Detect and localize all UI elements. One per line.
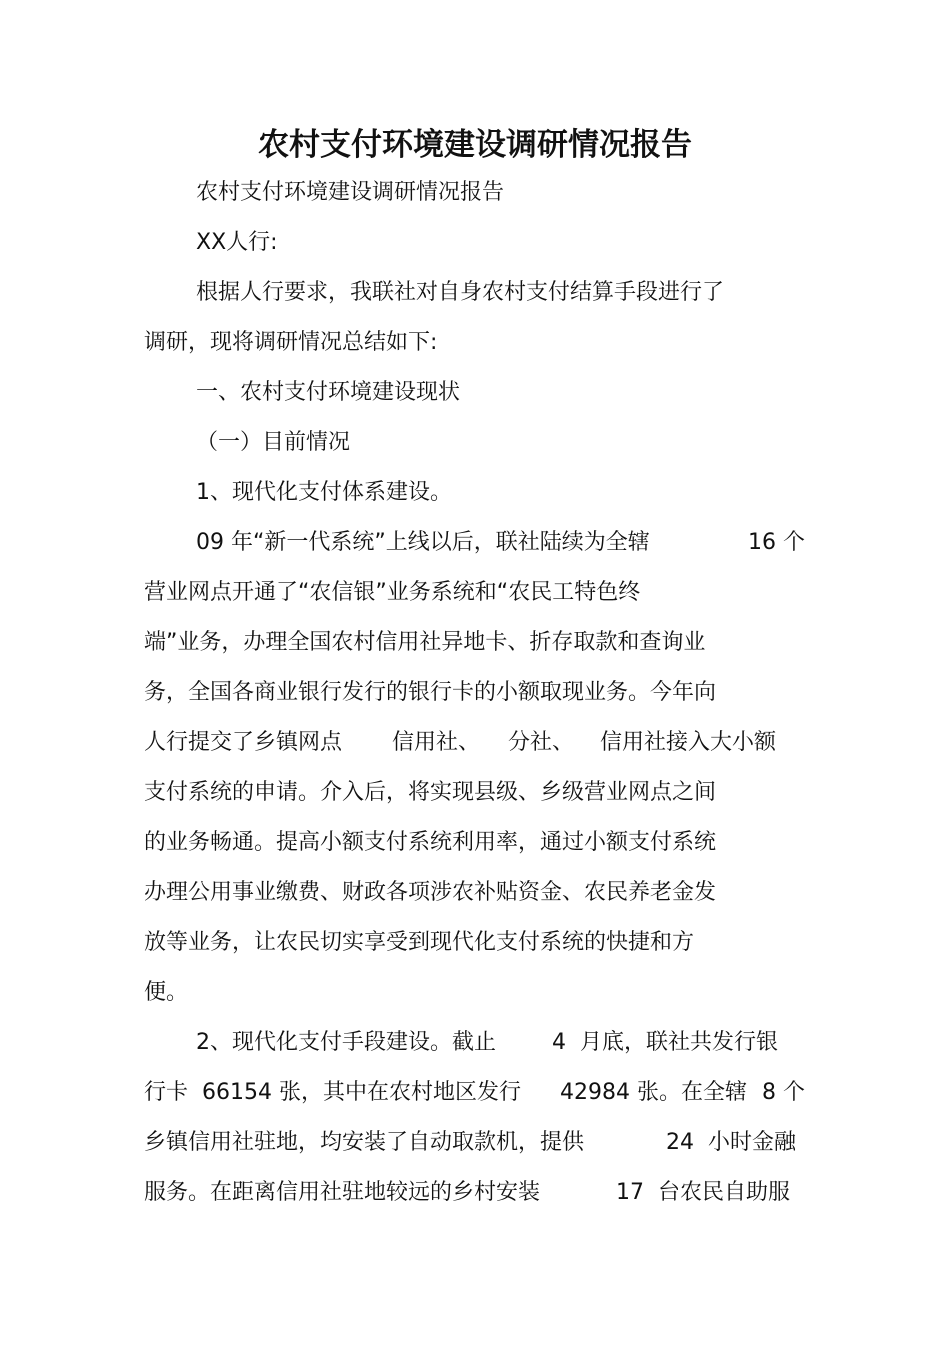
paragraph-line: 放等业务，让农民切实享受到现代化支付系统的快捷和方 <box>144 930 695 955</box>
paragraph-line-fragment: 42984 张。在全辖 <box>560 1080 747 1105</box>
item-heading: 1、现代化支付体系建设。 <box>196 480 452 505</box>
paragraph-line-fragment: 信用社、 <box>392 730 481 755</box>
paragraph-line: 端”业务，办理全国农村信用社异地卡、折存取款和查询业 <box>144 630 706 655</box>
paragraph-line: 根据人行要求，我联社对自身农村支付结算手段进行了 <box>196 280 725 305</box>
paragraph-line-fragment: 24 小时金融 <box>666 1130 796 1155</box>
document-title: 农村支付环境建设调研情况报告 <box>258 127 692 163</box>
paragraph-line: 调研，现将调研情况总结如下: <box>144 330 438 355</box>
paragraph-line-fragment: 信用社接入大小额 <box>600 730 777 755</box>
paragraph-line-fragment: 17 台农民自助服 <box>616 1180 790 1205</box>
subsection-heading: （一）目前情况 <box>196 430 351 455</box>
paragraph-line-fragment: 8 个 <box>762 1080 805 1105</box>
paragraph-line: 人行提交了乡镇网点 <box>144 730 343 755</box>
paragraph-line: 2、现代化支付手段建设。截止 <box>196 1030 496 1055</box>
subtitle-line: 农村支付环境建设调研情况报告 <box>196 180 505 205</box>
paragraph-line: 支付系统的申请。介入后，将实现县级、乡级营业网点之间 <box>144 780 717 805</box>
paragraph-line-fragment: 分社、 <box>508 730 575 755</box>
paragraph-line: 务，全国各商业银行发行的银行卡的小额取现业务。今年向 <box>144 680 717 705</box>
paragraph-line: 的业务畅通。提高小额支付系统利用率，通过小额支付系统 <box>144 830 717 855</box>
section-heading: 一、农村支付环境建设现状 <box>196 380 461 405</box>
paragraph-line: 办理公用事业缴费、财政各项涉农补贴资金、农民养老金发 <box>144 880 717 905</box>
paragraph-line: 乡镇信用社驻地，均安装了自动取款机，提供 <box>144 1130 585 1155</box>
paragraph-line: 09 年“新一代系统”上线以后，联社陆续为全辖 <box>196 530 650 555</box>
paragraph-line: 行卡 66154 张，其中在农村地区发行 <box>144 1080 521 1105</box>
paragraph-line: 服务。在距离信用社驻地较远的乡村安装 <box>144 1180 541 1205</box>
paragraph-line-fragment: 16 个 <box>748 530 805 555</box>
salutation-line: XX人行: <box>196 230 278 255</box>
paragraph-line: 便。 <box>144 980 189 1005</box>
paragraph-line: 营业网点开通了“农信银”业务系统和“农民工特色终 <box>144 580 641 605</box>
paragraph-line-fragment: 4 月底，联社共发行银 <box>552 1030 778 1055</box>
